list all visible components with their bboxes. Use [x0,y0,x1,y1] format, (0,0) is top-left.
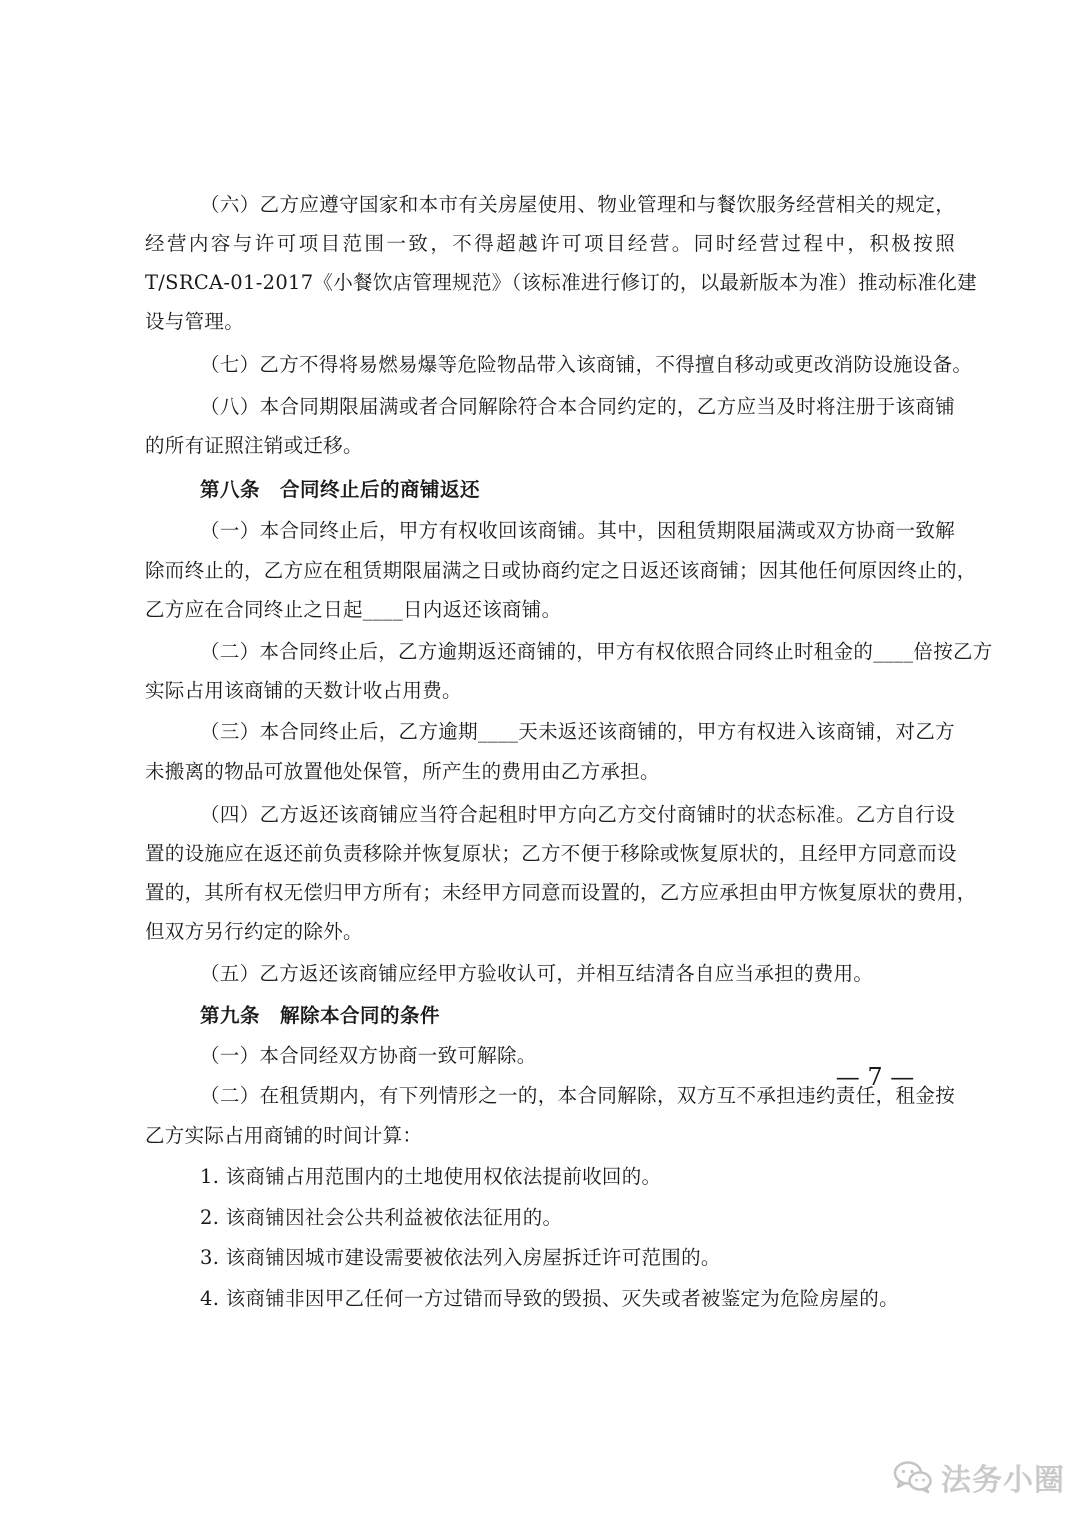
paragraph-line: （四）乙方返还该商铺应当符合起租时甲方向乙方交付商铺时的状态标准。乙方自行设 [200,803,955,826]
paragraph-line: 乙方应在合同终止之日起____日内返还该商铺。 [145,598,562,621]
list-item: 4. 该商铺非因甲乙任何一方过错而导致的毁损、灭失或者被鉴定为危险房屋的。 [200,1287,899,1310]
paragraph-line: T/SRCA-01-2017《小餐饮店管理规范》（该标准进行修订的，以最新版本为准）推动标准化建 [145,271,977,294]
page-number: — 7 — [835,1063,915,1091]
paragraph-line: 但双方另行约定的除外。 [145,920,363,943]
paragraph-line: 除而终止的，乙方应在租赁期限届满之日或协商约定之日返还该商铺；因其他任何原因终止的， [145,559,977,582]
section-heading: 第九条 解除本合同的条件 [200,1004,441,1027]
watermark [893,1457,1065,1497]
paragraph-line: 经营内容与许可项目范围一致，不得超越许可项目经营。同时经营过程中，积极按照 [145,232,955,255]
paragraph-line: 置的，其所有权无偿归甲方所有；未经甲方同意而设置的，乙方应承担由甲方恢复原状的费用， [145,881,977,904]
paragraph-line: 的所有证照注销或迁移。 [145,434,363,457]
wechat-icon [893,1460,933,1494]
paragraph-line: （六）乙方应遵守国家和本市有关房屋使用、物业管理和与餐饮服务经营相关的规定， [200,193,955,216]
paragraph-line: （二）本合同终止后，乙方逾期返还商铺的，甲方有权依照合同终止时租金的____倍按乙方 [200,640,993,663]
paragraph-line: （三）本合同终止后，乙方逾期____天未返还该商铺的，甲方有权进入该商铺，对乙方 [200,720,955,743]
paragraph-line: （五）乙方返还该商铺应经甲方验收认可，并相互结清各自应当承担的费用。 [200,962,874,985]
list-item: 3. 该商铺因城市建设需要被依法列入房屋拆迁许可范围的。 [200,1246,721,1269]
paragraph-line: （七）乙方不得将易燃易爆等危险物品带入该商铺，不得擅自移动或更改消防设施设备。 [200,353,973,376]
paragraph-line: （八）本合同期限届满或者合同解除符合本合同约定的，乙方应当及时将注册于该商铺 [200,395,955,418]
paragraph-line: 乙方实际占用商铺的时间计算： [145,1124,423,1147]
list-item: 1. 该商铺占用范围内的土地使用权依法提前收回的。 [200,1165,662,1188]
paragraph-line: （一）本合同经双方协商一致可解除。 [200,1044,537,1067]
paragraph-line: 未搬离的物品可放置他处保管，所产生的费用由乙方承担。 [145,760,660,783]
paragraph-line: （二）在租赁期内，有下列情形之一的，本合同解除，双方互不承担违约责任，租金按 [200,1084,955,1107]
list-item: 2. 该商铺因社会公共利益被依法征用的。 [200,1206,563,1229]
paragraph-line: （一）本合同终止后，甲方有权收回该商铺。其中，因租赁期限届满或双方协商一致解 [200,519,955,542]
paragraph-line: 设与管理。 [145,310,245,333]
watermark-text: 法务小圈 [941,1463,1065,1498]
paragraph-line: 实际占用该商铺的天数计收占用费。 [145,679,462,702]
paragraph-line: 置的设施应在返还前负责移除并恢复原状；乙方不便于移除或恢复原状的，且经甲方同意而设 [145,842,957,865]
section-heading: 第八条 合同终止后的商铺返还 [200,478,481,501]
